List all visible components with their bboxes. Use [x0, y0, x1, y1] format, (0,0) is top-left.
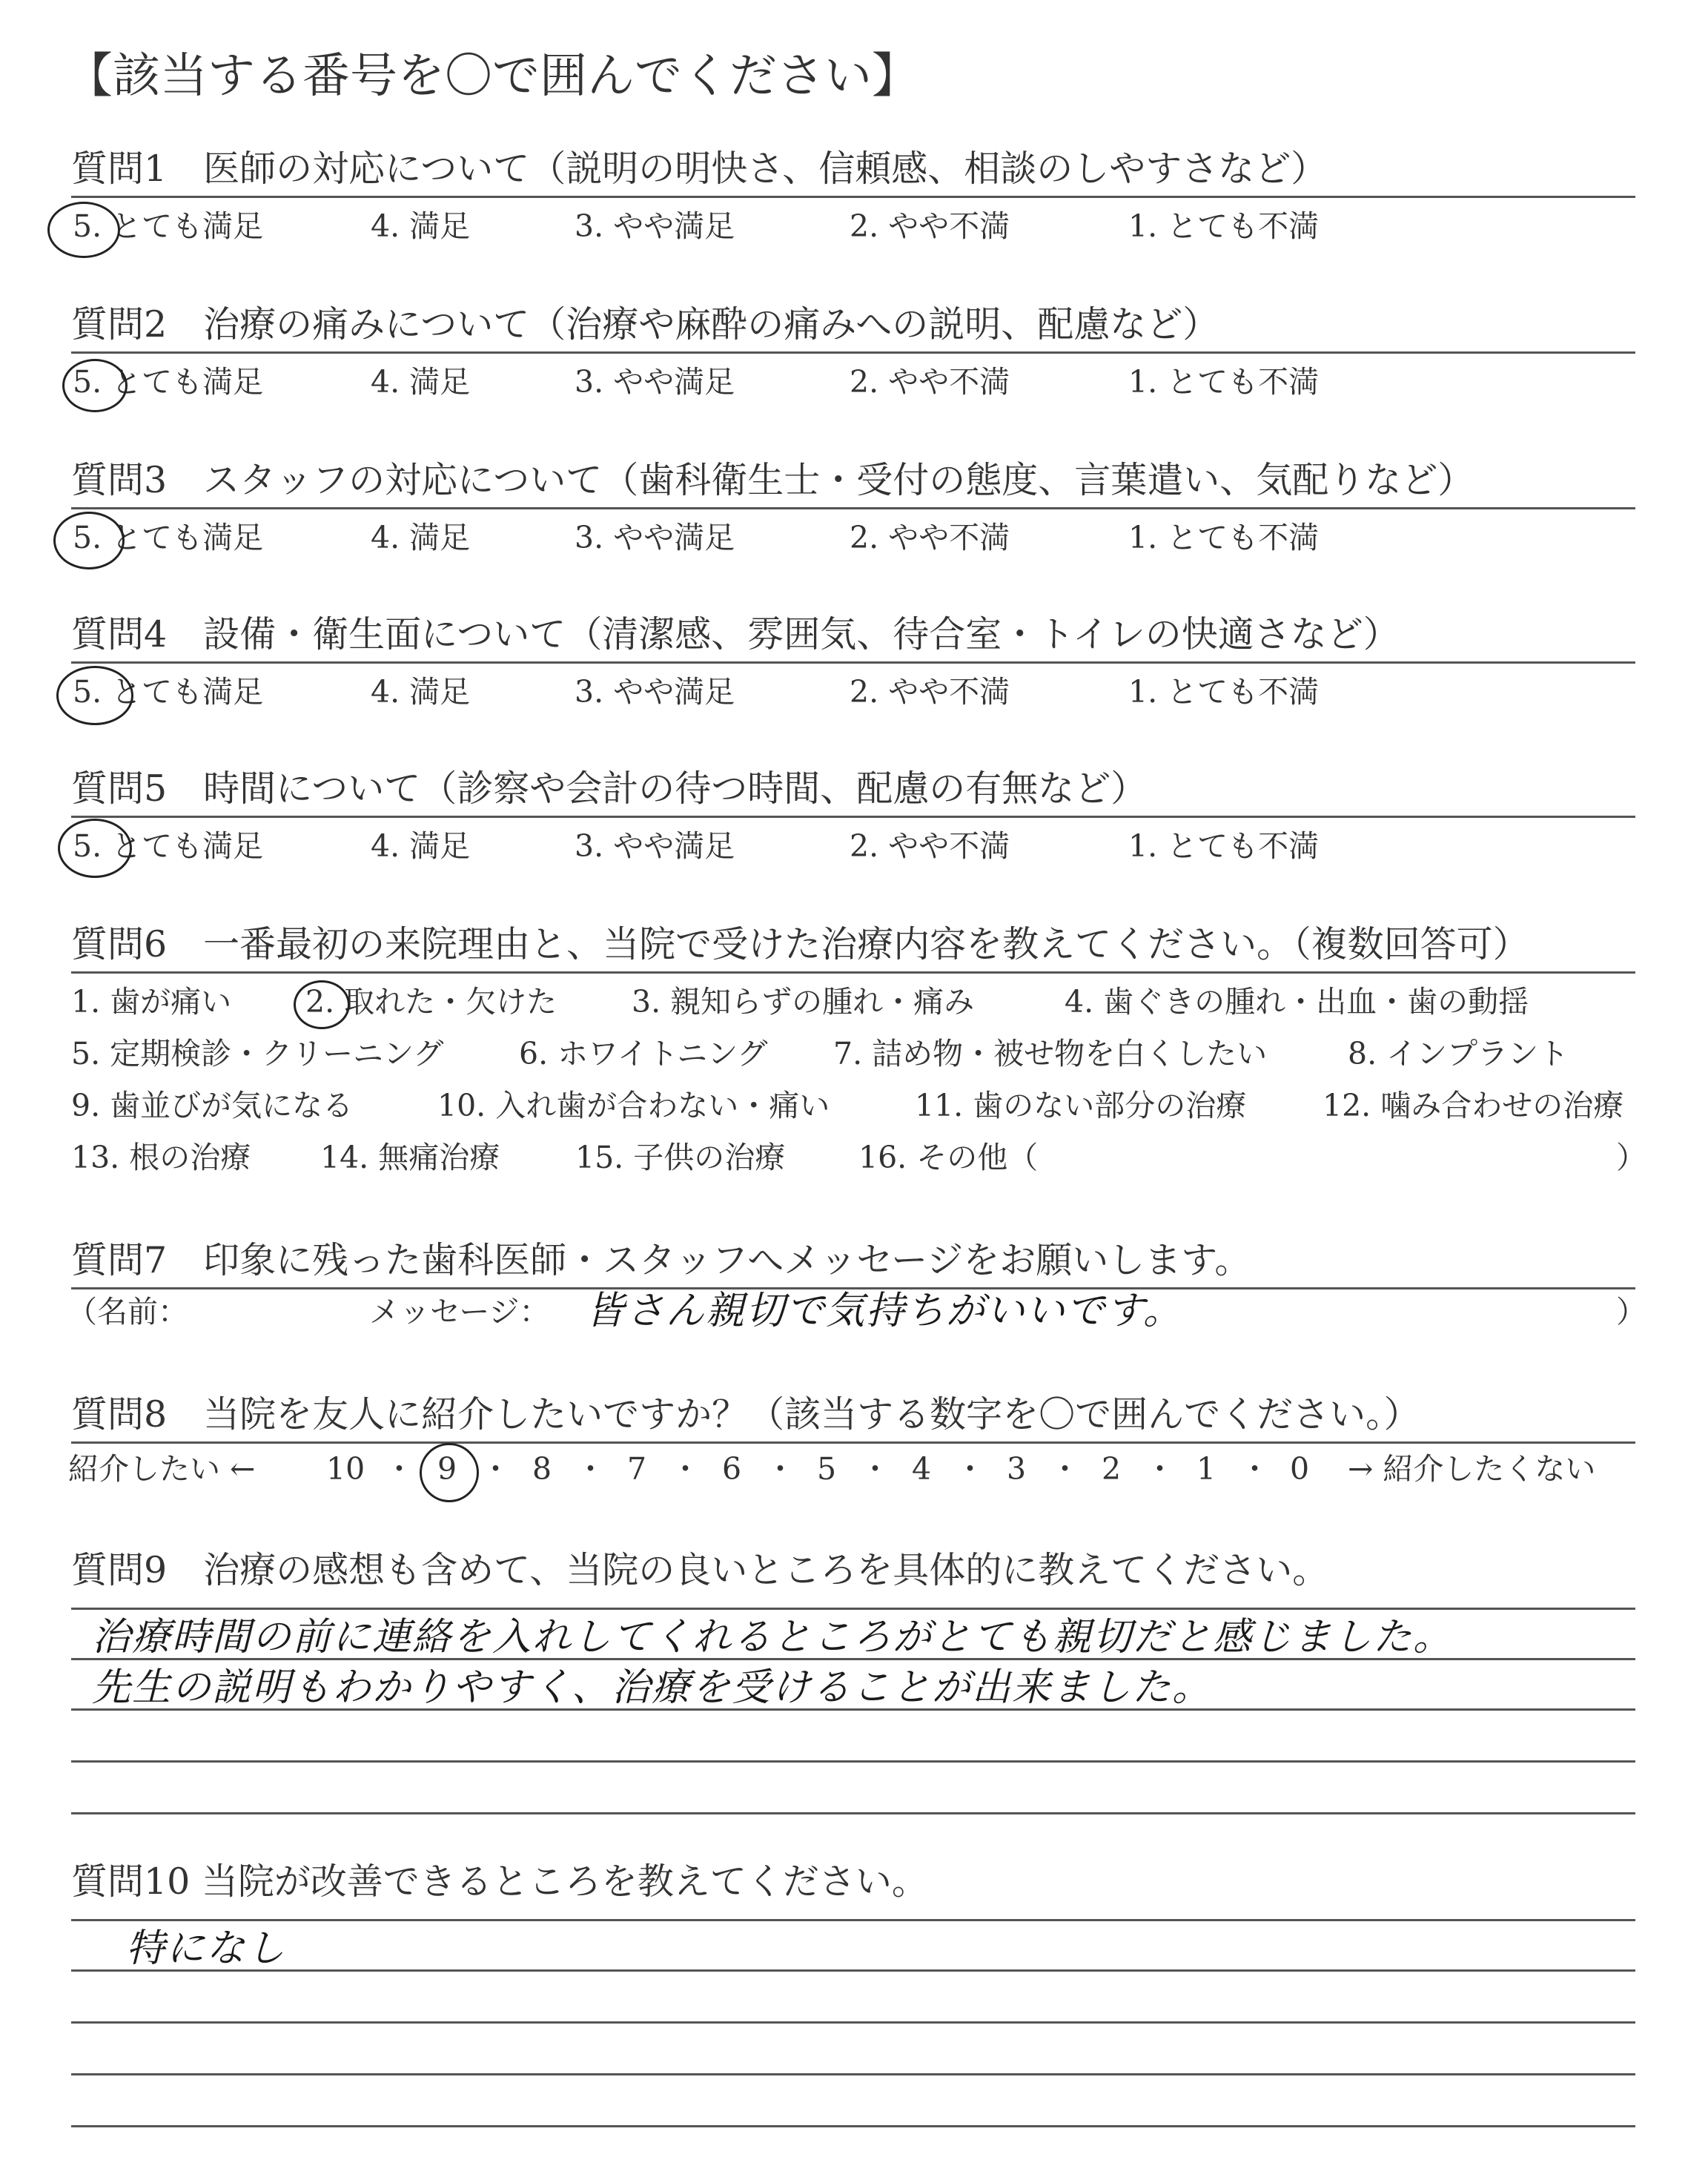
q2-option-2[interactable]: 2. やや不満: [850, 364, 1010, 400]
q9-answer-line-1[interactable]: 治療時間の前に連絡を入れしてくれるところがとても親切だと感じました。: [92, 1615, 1454, 1659]
q8-separator: ・: [384, 1451, 414, 1487]
q1-option-3[interactable]: 3. やや満足: [575, 208, 735, 244]
q6-option-9[interactable]: 9. 歯並びが気になる: [71, 1088, 354, 1123]
q3-option-5[interactable]: 5. とても満足: [73, 520, 264, 555]
q2-option-5[interactable]: 5. とても満足: [73, 364, 264, 400]
question-4-label: 質問4 設備・衛生面について（清潔感、雰囲気、待合室・トイレの快適さなど）: [71, 613, 1400, 655]
q8-separator: ・: [765, 1451, 795, 1487]
question-6-label: 質問6 一番最初の来院理由と、当院で受けた治療内容を教えてください。（複数回答可）: [71, 923, 1529, 965]
q8-value-0[interactable]: 0: [1290, 1451, 1310, 1487]
q3-option-1[interactable]: 1. とても不満: [1128, 520, 1320, 555]
q8-separator: ・: [1050, 1451, 1080, 1487]
q4-option-2[interactable]: 2. やや不満: [850, 674, 1010, 710]
question-7-label: 質問7 印象に残った歯科医師・スタッフへメッセージをお願いします。: [71, 1239, 1251, 1281]
question-9-label: 質問9 治療の感想も含めて、当院の良いところを具体的に教えてください。: [71, 1549, 1329, 1591]
question-5-label: 質問5 時間について（診察や会計の待つ時間、配慮の有無など）: [71, 767, 1148, 810]
q8-separator: ・: [575, 1451, 606, 1487]
q5-option-2[interactable]: 2. やや不満: [850, 828, 1010, 864]
q7-name-label: （名前：: [67, 1294, 188, 1330]
q7-close-paren: ）: [1616, 1294, 1646, 1330]
q8-value-4[interactable]: 4: [912, 1451, 932, 1487]
q8-left-label: 紹介したい ←: [68, 1451, 256, 1487]
q6-option-15[interactable]: 15. 子供の治療: [575, 1140, 786, 1175]
q7-message-handwritten[interactable]: 皆さん親切で気持ちがいいです。: [586, 1289, 1183, 1333]
q6-option-16[interactable]: 16. その他（: [858, 1140, 1039, 1175]
q6-option-4[interactable]: 4. 歯ぐきの腫れ・出血・歯の動揺: [1065, 984, 1529, 1020]
q6-selection-circle: [294, 980, 350, 1029]
q5-option-4[interactable]: 4. 満足: [371, 828, 471, 864]
q8-value-9[interactable]: 9: [437, 1451, 457, 1487]
q9-answer-line-2[interactable]: 先生の説明もわかりやすく、治療を受けることが出来ました。: [92, 1665, 1212, 1710]
q6-option-12[interactable]: 12. 噛み合わせの治療: [1323, 1088, 1624, 1123]
q2-option-3[interactable]: 3. やや満足: [575, 364, 735, 400]
q6-option-16-close: ）: [1616, 1140, 1646, 1175]
question-9-rule-3: [71, 1708, 1635, 1711]
q4-option-1[interactable]: 1. とても不満: [1128, 674, 1320, 710]
q6-option-8[interactable]: 8. インプラント: [1348, 1036, 1569, 1071]
q3-option-2[interactable]: 2. やや不満: [850, 520, 1010, 555]
q8-separator: ・: [955, 1451, 985, 1487]
question-5-rule: [71, 816, 1635, 818]
q5-option-5[interactable]: 5. とても満足: [73, 828, 264, 864]
q6-option-11[interactable]: 11. 歯のない部分の治療: [915, 1088, 1247, 1123]
question-2-rule: [71, 351, 1635, 354]
q1-option-2[interactable]: 2. やや不満: [850, 208, 1010, 244]
q8-separator: ・: [670, 1451, 701, 1487]
q4-option-4[interactable]: 4. 満足: [371, 674, 471, 710]
q8-value-5[interactable]: 5: [817, 1451, 837, 1487]
q1-selection-circle: [47, 202, 120, 258]
q6-option-13[interactable]: 13. 根の治療: [71, 1140, 251, 1175]
q1-option-1[interactable]: 1. とても不満: [1128, 208, 1320, 244]
q8-selection-circle: [420, 1443, 479, 1502]
q3-selection-circle: [53, 512, 125, 569]
question-10-rule-5: [71, 2125, 1635, 2127]
q6-option-6[interactable]: 6. ホワイトニング: [519, 1036, 768, 1071]
question-8-rule: [71, 1441, 1635, 1444]
q8-value-7[interactable]: 7: [627, 1451, 647, 1487]
q6-option-10[interactable]: 10. 入れ歯が合わない・痛い: [437, 1088, 830, 1123]
q4-selection-circle: [56, 666, 133, 725]
q8-value-8[interactable]: 8: [532, 1451, 552, 1487]
q5-option-3[interactable]: 3. やや満足: [575, 828, 735, 864]
question-9-rule-2: [71, 1658, 1635, 1660]
question-10-label: 質問10 当院が改善できるところを教えてください。: [71, 1860, 928, 1903]
question-8-label: 質問8 当院を友人に紹介したいですか？（該当する数字を〇で囲んでください。）: [71, 1393, 1420, 1436]
question-1-label: 質問1 医師の対応について（説明の明快さ、信頼感、相談のしやすさなど）: [71, 148, 1328, 190]
q1-option-5[interactable]: 5. とても満足: [73, 208, 264, 244]
q1-option-4[interactable]: 4. 満足: [371, 208, 471, 244]
q6-option-3[interactable]: 3. 親知らずの腫れ・痛み: [632, 984, 975, 1020]
question-6-rule: [71, 971, 1635, 974]
q8-right-label: → 紹介したくない: [1348, 1451, 1596, 1487]
question-9-rule-5: [71, 1812, 1635, 1814]
q8-value-3[interactable]: 3: [1007, 1451, 1027, 1487]
q3-option-3[interactable]: 3. やや満足: [575, 520, 735, 555]
q3-option-4[interactable]: 4. 満足: [371, 520, 471, 555]
question-10-rule-4: [71, 2073, 1635, 2075]
q8-separator: ・: [1239, 1451, 1270, 1487]
question-10-rule-1: [71, 1919, 1635, 1921]
q8-separator: ・: [1145, 1451, 1175, 1487]
q2-option-4[interactable]: 4. 満足: [371, 364, 471, 400]
q8-value-1[interactable]: 1: [1196, 1451, 1217, 1487]
q7-message-label: メッセージ：: [369, 1294, 550, 1330]
q6-option-14[interactable]: 14. 無痛治療: [320, 1140, 500, 1175]
question-2-label: 質問2 治療の痛みについて（治療や麻酔の痛みへの説明、配慮など）: [71, 303, 1219, 346]
q6-option-7[interactable]: 7. 詰め物・被せ物を白くしたい: [833, 1036, 1268, 1071]
question-10-rule-2: [71, 1969, 1635, 1972]
q2-selection-circle: [62, 359, 128, 412]
q8-value-10[interactable]: 10: [326, 1451, 365, 1487]
q4-option-5[interactable]: 5. とても満足: [73, 674, 264, 710]
question-1-rule: [71, 196, 1635, 198]
q6-option-5[interactable]: 5. 定期検診・クリーニング: [71, 1036, 444, 1071]
q8-separator: ・: [860, 1451, 890, 1487]
q5-option-1[interactable]: 1. とても不満: [1128, 828, 1320, 864]
q8-value-2[interactable]: 2: [1102, 1451, 1122, 1487]
question-3-label: 質問3 スタッフの対応について（歯科衛生士・受付の態度、言葉遣い、気配りなど）: [71, 459, 1474, 501]
q8-separator: ・: [480, 1451, 511, 1487]
q5-selection-circle: [58, 819, 132, 878]
question-9-rule-1: [71, 1608, 1635, 1610]
q6-option-2[interactable]: 2. 取れた・欠けた: [305, 984, 557, 1020]
q2-option-1[interactable]: 1. とても不満: [1128, 364, 1320, 400]
q10-answer-line-1[interactable]: 特になし: [126, 1926, 287, 1971]
question-9-rule-4: [71, 1760, 1635, 1763]
q4-option-3[interactable]: 3. やや満足: [575, 674, 735, 710]
page-title: 【該当する番号を〇で囲んでください】: [65, 49, 919, 104]
question-4-rule: [71, 661, 1635, 664]
q8-value-6[interactable]: 6: [722, 1451, 742, 1487]
question-10-rule-3: [71, 2021, 1635, 2024]
q6-option-1[interactable]: 1. 歯が痛い: [71, 984, 232, 1020]
question-3-rule: [71, 507, 1635, 509]
